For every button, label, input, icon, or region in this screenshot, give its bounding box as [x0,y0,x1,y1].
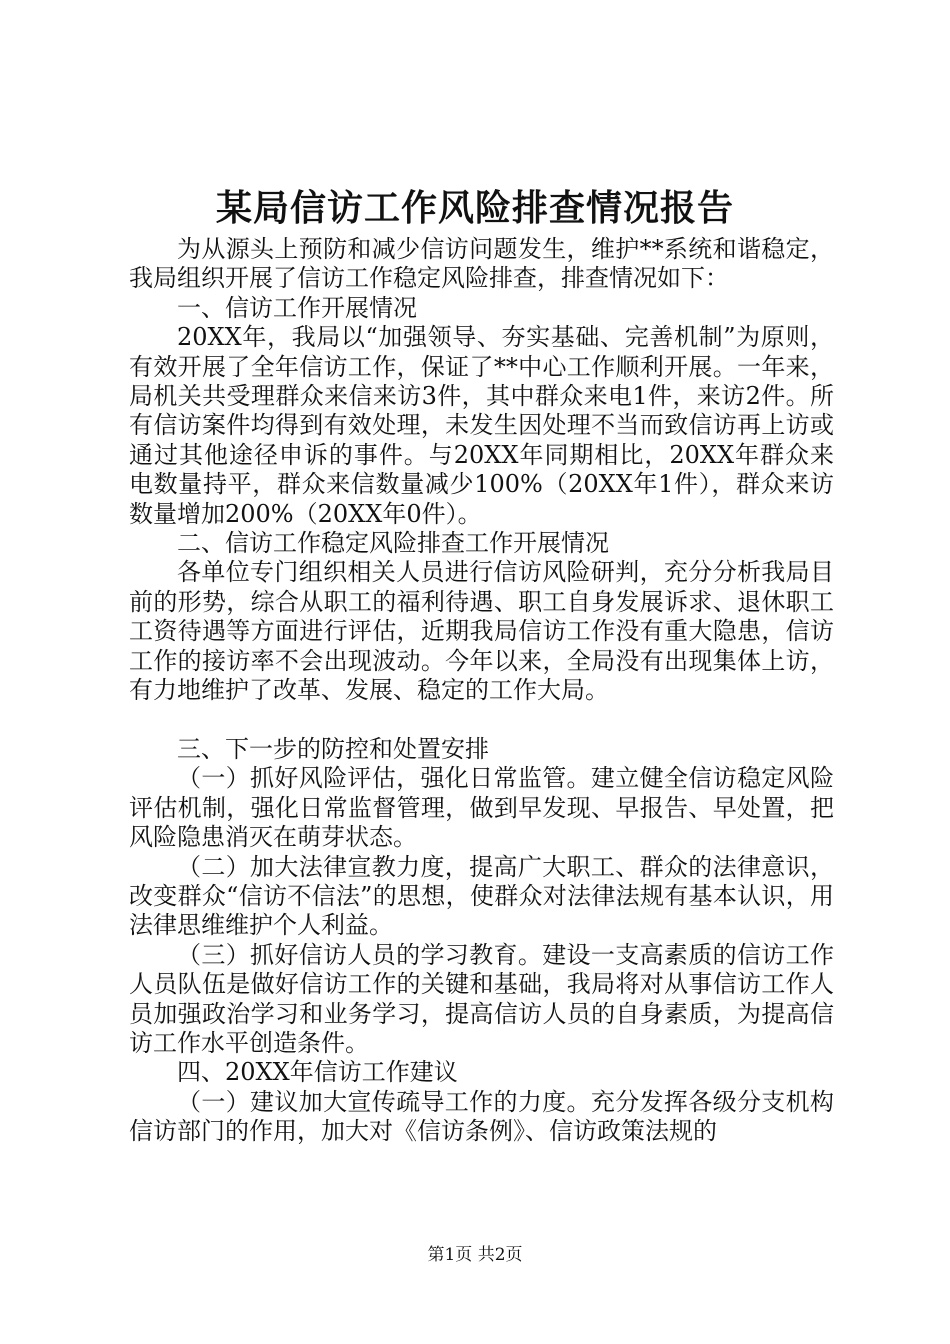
document-body [129,235,834,1147]
section-3-item-1: （一）抓好风险评估，强化日常监管。建立健全信访稳定风险评估机制，强化日常监督管理，做到早发现、早报告、早处置，把风险隐患消灭在萌芽状态。 [129,764,834,852]
section-3-item-3: （三）抓好信访人员的学习教育。建设一支高素质的信访工作人员队伍是做好信访工作的关键和基础，我局将对从事信访工作人员加强政治学习和业务学习，提高信访人员的自身素质，为提高信访工作水平创造条件。 [129,940,834,1057]
page-footer: 第1页 共2页 [427,1245,523,1265]
section-heading-2: 二、信访工作稳定风险排查工作开展情况 [177,529,609,558]
section-1-paragraph: 20XX年，我局以“加强领导、夯实基础、完善机制”为原则，有效开展了全年信访工作，保证了**中心工作顺利开展。一年来，局机关共受理群众来信来访3件，其中群众来电1件，来访2件。所有信访案件均得到有效处理，未发生因处理不当而致信访再上访或通过其他途径申诉的事件。与20XX年同期相比，20XX年群众来电数量持平，群众来信数量减少100%（20XX年1件），群众来访数量增加200%（20XX年0件）。 [129,323,834,528]
paragraph-spacer [129,706,834,735]
section-2-paragraph: 各单位专门组织相关人员进行信访风险研判，充分分析我局目前的形势，综合从职工的福利待遇、职工自身发展诉求、退休职工工资待遇等方面进行评估，近期我局信访工作没有重大隐患，信访工作的接访率不会出现波动。今年以来，全局没有出现集体上访，有力地维护了改革、发展、稳定的工作大局。 [129,558,834,705]
section-3-item-2: （二）加大法律宣教力度，提高广大职工、群众的法律意识，改变群众“信访不信法”的思想，使群众对法律法规有基本认识，用法律思维维护个人利益。 [129,852,834,940]
section-heading-1: 一、信访工作开展情况 [177,293,417,322]
section-heading-3: 三、下一步的防控和处置安排 [177,734,489,763]
section-4-item-1: （一）建议加大宣传疏导工作的力度。充分发挥各级分支机构信访部门的作用，加大对《信访条例》、信访政策法规的 [129,1087,834,1146]
section-heading-4: 四、20XX年信访工作建议 [177,1058,458,1087]
intro-paragraph: 为从源头上预防和减少信访问题发生，维护**系统和谐稳定，我局组织开展了信访工作稳定风险排查，排查情况如下： [129,235,834,293]
document-title: 某局信访工作风险排查情况报告 [215,187,734,229]
